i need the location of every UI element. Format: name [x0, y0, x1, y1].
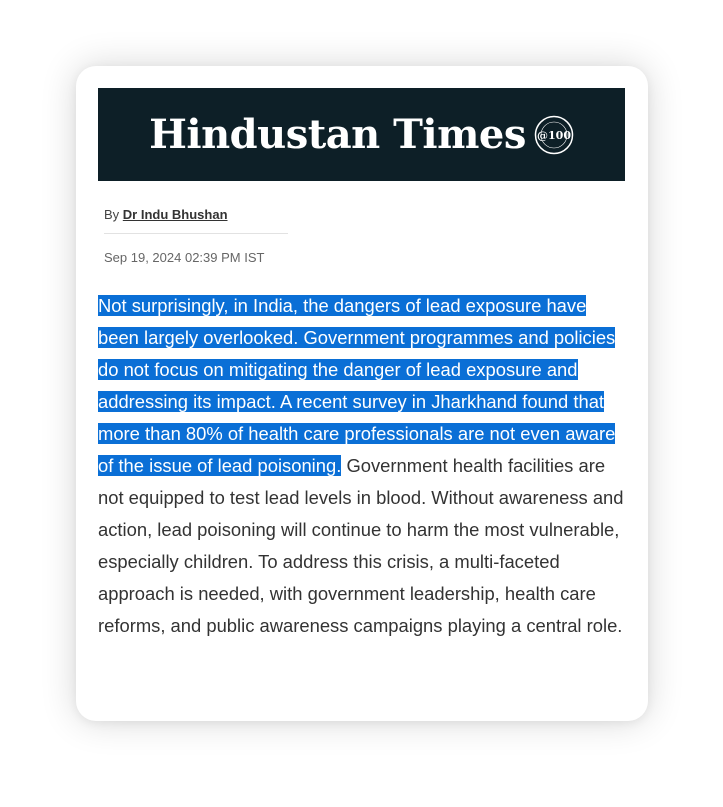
article-paragraph[interactable] [98, 290, 630, 642]
unselected-text[interactable]: Government health facilities are not equipped to test lead levels in blood. Without awareness and action, lead poisoning will continue to harm the most vulnerable, especially children. To address this crisis, a multi-faceted approach is needed, with government leadership, health care reforms, and public awareness campaigns playing a central role. [98, 455, 624, 636]
article-card [76, 66, 648, 721]
author-link[interactable]: Dr Indu Bhushan [122, 207, 228, 222]
byline [104, 207, 228, 222]
selected-text[interactable]: Not surprisingly, in India, the dangers of lead exposure have been largely overlooked. Government programmes and policies do not focus on mitigating the danger of lead exposure and addressing its impact. A recent survey in Jharkhand found that more than 80% of health care professionals are not even aware of the issue of lead poisoning. [98, 295, 616, 476]
masthead-banner[interactable] [98, 88, 625, 181]
centenary-seal-icon [534, 115, 574, 155]
seal-main-text: @100 [536, 128, 571, 142]
byline-divider [104, 233, 288, 234]
logo-wordmark: Hindustan Times [149, 110, 526, 158]
byline-prefix: By [104, 207, 120, 222]
publish-date: Sep 19, 2024 02:39 PM IST [104, 250, 265, 265]
